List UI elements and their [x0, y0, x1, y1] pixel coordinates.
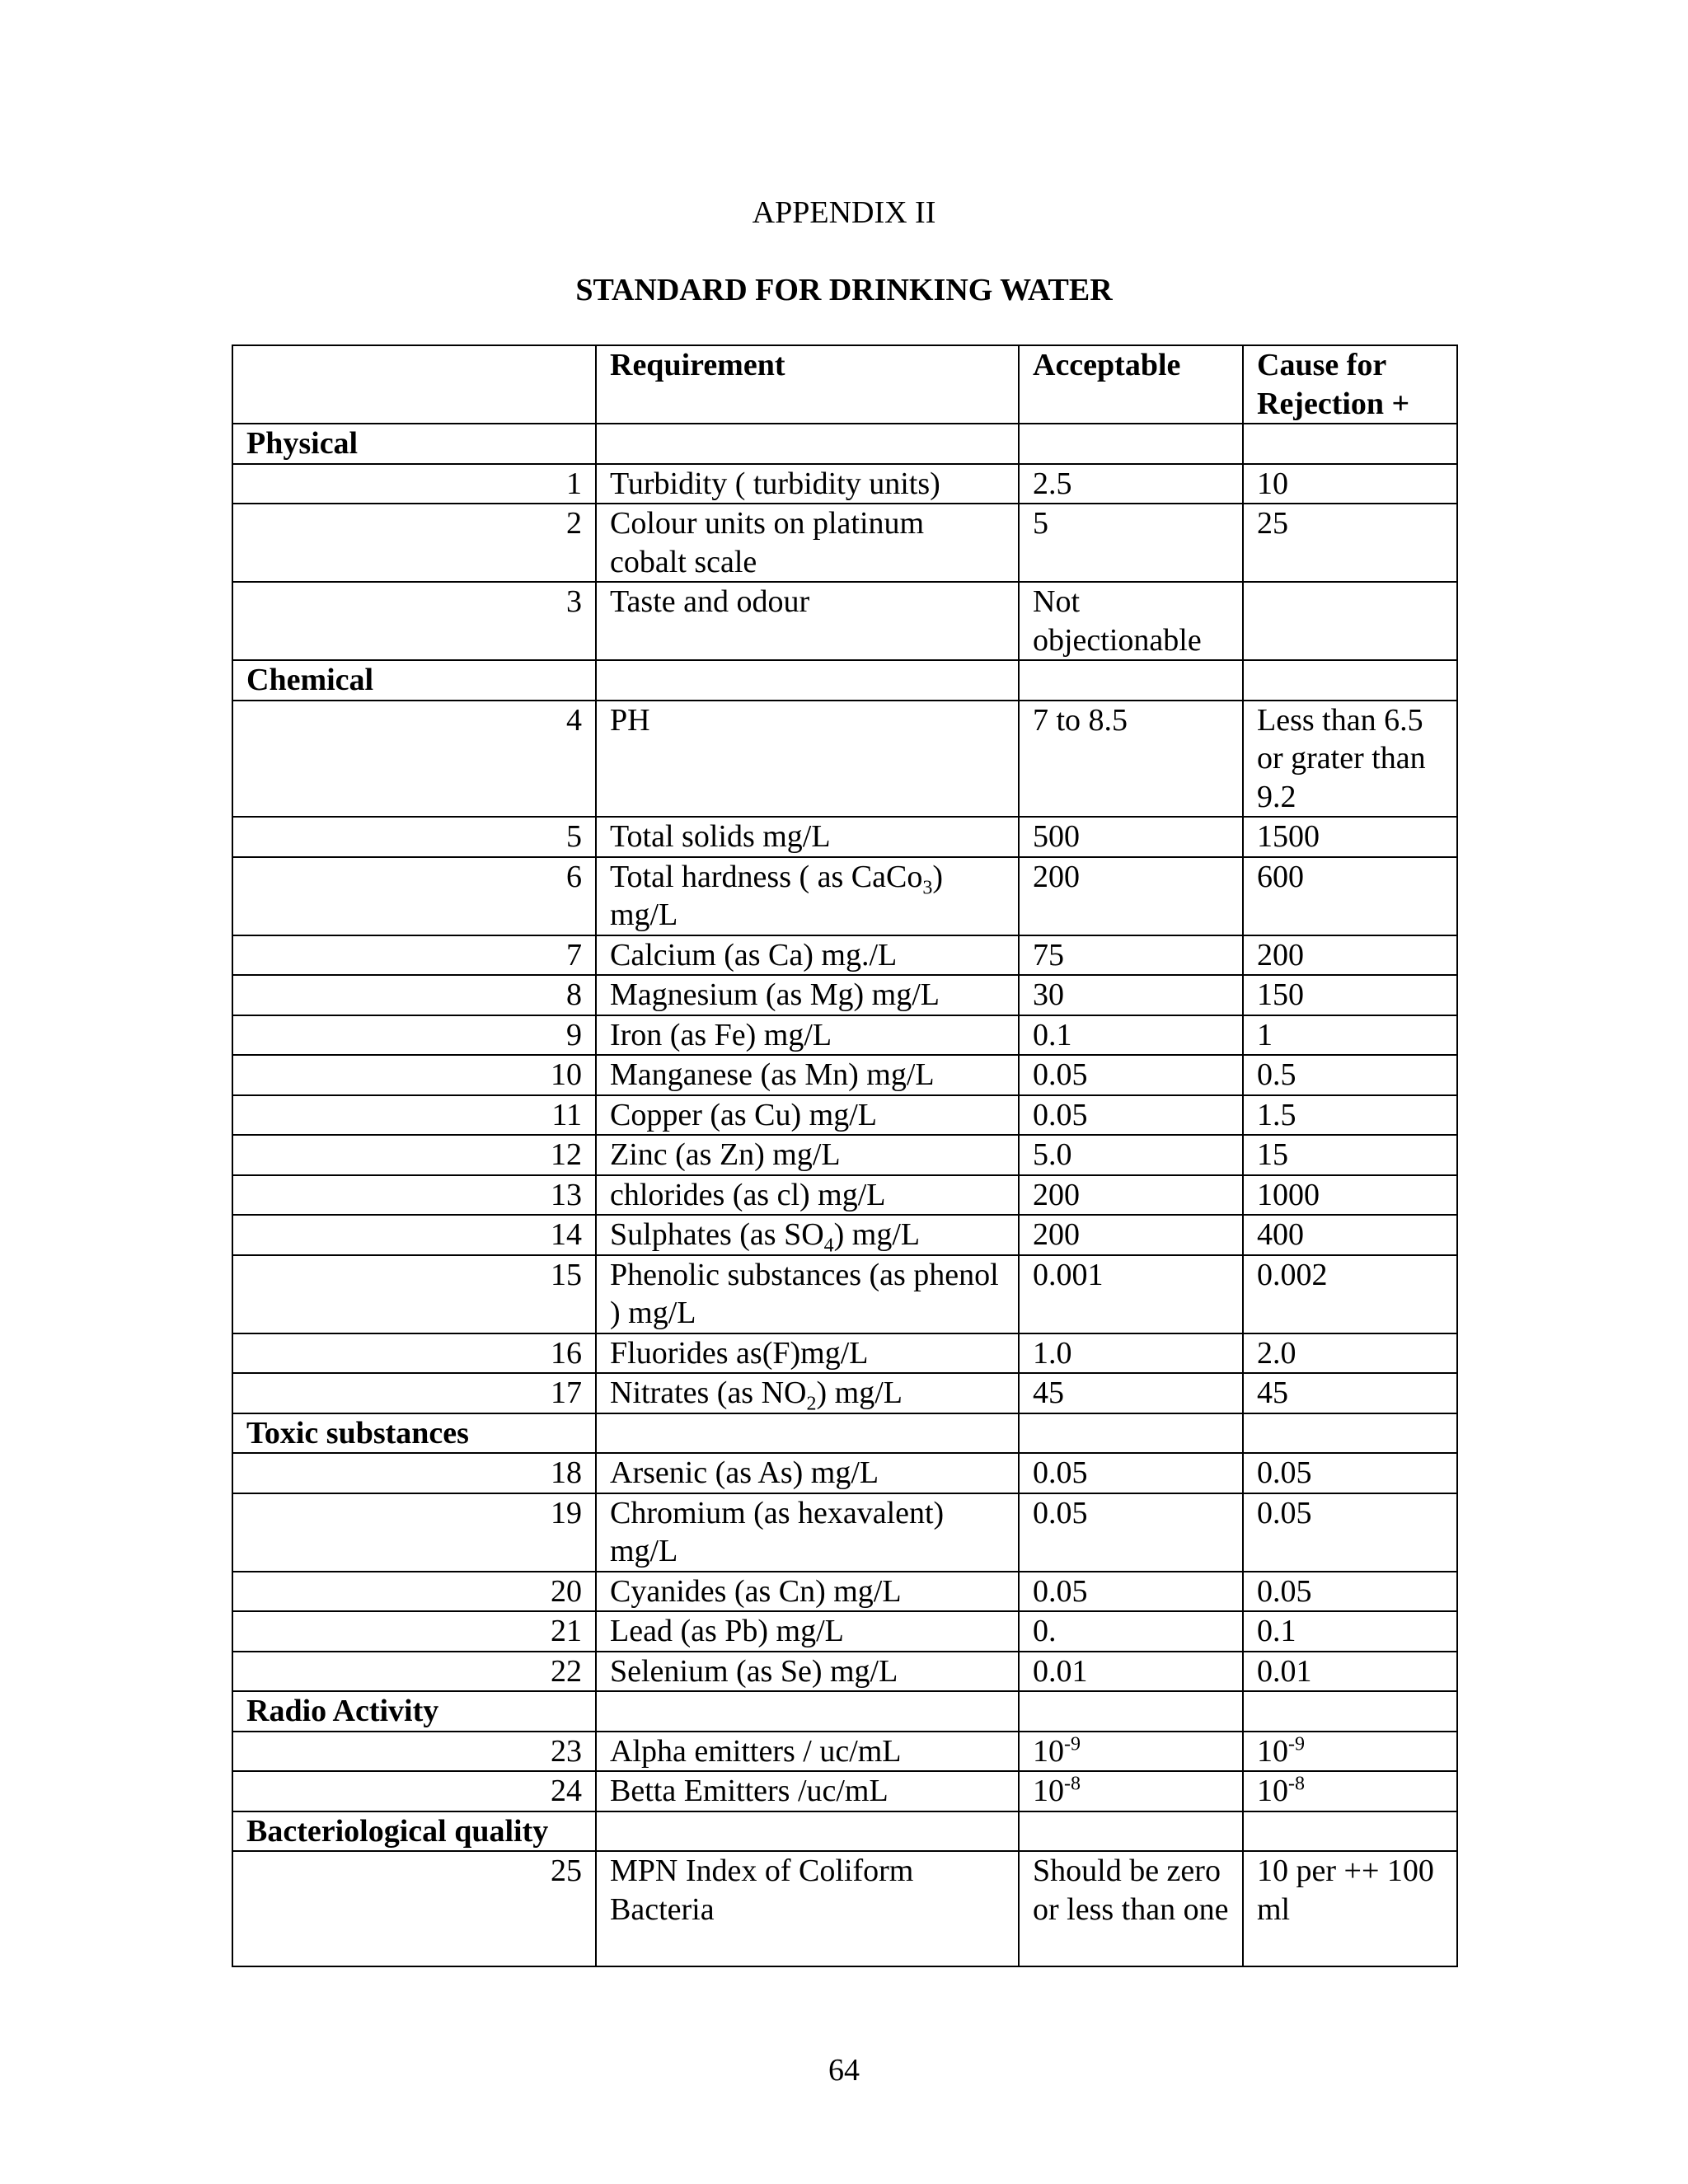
- acceptable-cell: 5: [1019, 504, 1243, 582]
- row-number: 2: [232, 504, 596, 582]
- row-number: 6: [232, 857, 596, 935]
- table-row: [232, 1215, 1457, 1255]
- table-row: [232, 1373, 1457, 1413]
- rejection-cell: [1243, 1771, 1457, 1811]
- acceptable-cell: [1019, 1771, 1243, 1811]
- table-row: [232, 1055, 1457, 1095]
- rejection-cell: 25: [1243, 504, 1457, 582]
- section-label: Chemical: [232, 660, 596, 701]
- acceptable-cell: 45: [1019, 1373, 1243, 1413]
- row-number: 21: [232, 1611, 596, 1652]
- acceptable-cell: 7 to 8.5: [1019, 701, 1243, 818]
- acceptable-cell: 200: [1019, 857, 1243, 935]
- value-exponent: -8: [1288, 1773, 1305, 1795]
- rejection-cell: 2.0: [1243, 1333, 1457, 1374]
- requirement-cell: chlorides (as cl) mg/L: [596, 1175, 1019, 1216]
- requirement-cell: Magnesium (as Mg) mg/L: [596, 975, 1019, 1015]
- acceptable-cell: 0.05: [1019, 1095, 1243, 1136]
- rejection-cell: 1.5: [1243, 1095, 1457, 1136]
- acceptable-cell: 200: [1019, 1175, 1243, 1216]
- rejection-cell: 0.002: [1243, 1255, 1457, 1333]
- row-number: 1: [232, 464, 596, 504]
- rejection-cell: 10 per ++ 100 ml: [1243, 1851, 1457, 1966]
- section-label: Bacteriological quality: [232, 1811, 596, 1852]
- table-row: [232, 464, 1457, 504]
- empty-cell: [1243, 1691, 1457, 1732]
- requirement-cell: Iron (as Fe) mg/L: [596, 1015, 1019, 1056]
- requirement-cell: Copper (as Cu) mg/L: [596, 1095, 1019, 1136]
- row-number: 17: [232, 1373, 596, 1413]
- acceptable-cell: 1.0: [1019, 1333, 1243, 1374]
- empty-cell: [1243, 424, 1457, 464]
- header-acceptable: Acceptable: [1019, 345, 1243, 424]
- rejection-cell: 0.1: [1243, 1611, 1457, 1652]
- table-row: [232, 582, 1457, 660]
- header-rejection: Cause for Rejection +: [1243, 345, 1457, 424]
- empty-cell: [1019, 1811, 1243, 1852]
- requirement-cell: Lead (as Pb) mg/L: [596, 1611, 1019, 1652]
- row-number: 13: [232, 1175, 596, 1216]
- requirement-cell: [596, 857, 1019, 935]
- section-row-physical: [232, 424, 1457, 464]
- section-row-bacteriological: [232, 1811, 1457, 1852]
- empty-cell: [1019, 660, 1243, 701]
- requirement-cell: Phenolic substances (as phenol ) mg/L: [596, 1255, 1019, 1333]
- rejection-cell: 0.5: [1243, 1055, 1457, 1095]
- acceptable-cell: 0.001: [1019, 1255, 1243, 1333]
- acceptable-cell: Not objectionable: [1019, 582, 1243, 660]
- row-number: 24: [232, 1771, 596, 1811]
- table-row: [232, 1095, 1457, 1136]
- table-row: [232, 1771, 1457, 1811]
- table-row: [232, 1255, 1457, 1333]
- rejection-cell: [1243, 582, 1457, 660]
- empty-cell: [596, 1413, 1019, 1454]
- acceptable-cell: 0.05: [1019, 1493, 1243, 1572]
- value-exponent: -9: [1288, 1732, 1305, 1755]
- rejection-cell: 600: [1243, 857, 1457, 935]
- acceptable-cell: 2.5: [1019, 464, 1243, 504]
- requirement-cell: Cyanides (as Cn) mg/L: [596, 1572, 1019, 1612]
- row-number: 10: [232, 1055, 596, 1095]
- rejection-cell: 45: [1243, 1373, 1457, 1413]
- row-number: 16: [232, 1333, 596, 1374]
- requirement-cell: Chromium (as hexavalent) mg/L: [596, 1493, 1019, 1572]
- row-number: 15: [232, 1255, 596, 1333]
- rejection-cell: 1: [1243, 1015, 1457, 1056]
- acceptable-cell: 0.1: [1019, 1015, 1243, 1056]
- requirement-cell: Arsenic (as As) mg/L: [596, 1453, 1019, 1493]
- table-row: [232, 857, 1457, 935]
- table-row: [232, 1015, 1457, 1056]
- requirement-text: ) mg/L: [833, 1217, 921, 1252]
- value-exponent: -9: [1064, 1732, 1081, 1755]
- rejection-cell: 1000: [1243, 1175, 1457, 1216]
- requirement-text: ) mg/L: [816, 1376, 903, 1410]
- acceptable-cell: 5.0: [1019, 1135, 1243, 1175]
- rejection-cell: 0.05: [1243, 1453, 1457, 1493]
- rejection-cell: Less than 6.5 or grater than 9.2: [1243, 701, 1457, 818]
- row-number: 8: [232, 975, 596, 1015]
- acceptable-cell: 500: [1019, 817, 1243, 857]
- requirement-cell: Betta Emitters /uc/mL: [596, 1771, 1019, 1811]
- row-number: 4: [232, 701, 596, 818]
- table-row: [232, 1851, 1457, 1966]
- acceptable-cell: 0.05: [1019, 1572, 1243, 1612]
- table-row: [232, 817, 1457, 857]
- rejection-cell: 0.05: [1243, 1572, 1457, 1612]
- value-base: 10: [1033, 1733, 1064, 1769]
- acceptable-cell: 200: [1019, 1215, 1243, 1255]
- table-row: [232, 1453, 1457, 1493]
- empty-cell: [596, 660, 1019, 701]
- value-base: 10: [1033, 1774, 1064, 1808]
- drinking-water-standards-table: [232, 344, 1458, 1967]
- table-row: [232, 975, 1457, 1015]
- requirement-text: Sulphates (as SO: [610, 1217, 824, 1252]
- empty-cell: [1019, 1691, 1243, 1732]
- requirement-cell: Taste and odour: [596, 582, 1019, 660]
- requirement-cell: Total solids mg/L: [596, 817, 1019, 857]
- row-number: 9: [232, 1015, 596, 1056]
- rejection-cell: 0.01: [1243, 1652, 1457, 1692]
- table-row: [232, 935, 1457, 976]
- section-row-chemical: [232, 660, 1457, 701]
- section-row-radio: [232, 1691, 1457, 1732]
- header-number-cell: [232, 345, 596, 424]
- empty-cell: [1243, 1413, 1457, 1454]
- row-number: 25: [232, 1851, 596, 1966]
- table-row: [232, 1135, 1457, 1175]
- table-row: [232, 1611, 1457, 1652]
- row-number: 19: [232, 1493, 596, 1572]
- rejection-cell: 1500: [1243, 817, 1457, 857]
- section-row-toxic: [232, 1413, 1457, 1454]
- subscript: 3: [922, 877, 933, 899]
- rejection-cell: [1243, 1732, 1457, 1772]
- section-label: Physical: [232, 424, 596, 464]
- requirement-cell: Turbidity ( turbidity units): [596, 464, 1019, 504]
- requirement-cell: Selenium (as Se) mg/L: [596, 1652, 1019, 1692]
- rejection-cell: 150: [1243, 975, 1457, 1015]
- requirement-text: Nitrates (as NO: [610, 1376, 807, 1410]
- row-number: 3: [232, 582, 596, 660]
- requirement-cell: [596, 1373, 1019, 1413]
- header-requirement: Requirement: [596, 345, 1019, 424]
- rejection-cell: 10: [1243, 464, 1457, 504]
- row-number: 22: [232, 1652, 596, 1692]
- rejection-cell: 200: [1243, 935, 1457, 976]
- row-number: 23: [232, 1732, 596, 1772]
- acceptable-cell: Should be zero or less than one: [1019, 1851, 1243, 1966]
- empty-cell: [596, 1811, 1019, 1852]
- subscript: 4: [823, 1235, 834, 1255]
- value-base: 10: [1257, 1774, 1288, 1808]
- table-row: [232, 504, 1457, 582]
- value-base: 10: [1257, 1733, 1288, 1769]
- rejection-cell: 15: [1243, 1135, 1457, 1175]
- acceptable-cell: [1019, 1732, 1243, 1772]
- table-row: [232, 1333, 1457, 1374]
- requirement-cell: Manganese (as Mn) mg/L: [596, 1055, 1019, 1095]
- requirement-cell: PH: [596, 701, 1019, 818]
- table-header-row: [232, 345, 1457, 424]
- requirement-cell: MPN Index of Coliform Bacteria: [596, 1851, 1019, 1966]
- acceptable-cell: 75: [1019, 935, 1243, 976]
- section-label: Radio Activity: [232, 1691, 596, 1732]
- acceptable-cell: 30: [1019, 975, 1243, 1015]
- row-number: 7: [232, 935, 596, 976]
- acceptable-cell: 0.01: [1019, 1652, 1243, 1692]
- appendix-heading: APPENDIX II: [752, 195, 936, 230]
- row-number: 20: [232, 1572, 596, 1612]
- row-number: 12: [232, 1135, 596, 1175]
- requirement-cell: Fluorides as(F)mg/L: [596, 1333, 1019, 1374]
- empty-cell: [1243, 1811, 1457, 1852]
- value-exponent: -8: [1064, 1773, 1081, 1795]
- rejection-cell: 400: [1243, 1215, 1457, 1255]
- empty-cell: [1019, 1413, 1243, 1454]
- table-row: [232, 1572, 1457, 1612]
- row-number: 5: [232, 817, 596, 857]
- table-row: [232, 1493, 1457, 1572]
- acceptable-cell: 0.05: [1019, 1055, 1243, 1095]
- requirement-cell: Alpha emitters / uc/mL: [596, 1732, 1019, 1772]
- row-number: 11: [232, 1095, 596, 1136]
- requirement-cell: Calcium (as Ca) mg./L: [596, 935, 1019, 976]
- table-row: [232, 1175, 1457, 1216]
- subscript: 2: [806, 1393, 817, 1413]
- page-number: 64: [828, 2053, 860, 2088]
- empty-cell: [1243, 660, 1457, 701]
- section-label: Toxic substances: [232, 1413, 596, 1454]
- requirement-text: Total hardness ( as CaCo: [610, 859, 923, 894]
- row-number: 18: [232, 1453, 596, 1493]
- table-row: [232, 701, 1457, 818]
- acceptable-cell: 0.05: [1019, 1453, 1243, 1493]
- requirement-text: ) mg/L: [610, 859, 944, 932]
- empty-cell: [596, 424, 1019, 464]
- requirement-cell: [596, 1215, 1019, 1255]
- empty-cell: [596, 1691, 1019, 1732]
- acceptable-cell: 0.: [1019, 1611, 1243, 1652]
- table-row: [232, 1652, 1457, 1692]
- row-number: 14: [232, 1215, 596, 1255]
- empty-cell: [1019, 424, 1243, 464]
- table-row: [232, 1732, 1457, 1772]
- requirement-cell: Colour units on platinum cobalt scale: [596, 504, 1019, 582]
- document-title: STANDARD FOR DRINKING WATER: [575, 273, 1113, 307]
- rejection-cell: 0.05: [1243, 1493, 1457, 1572]
- requirement-cell: Zinc (as Zn) mg/L: [596, 1135, 1019, 1175]
